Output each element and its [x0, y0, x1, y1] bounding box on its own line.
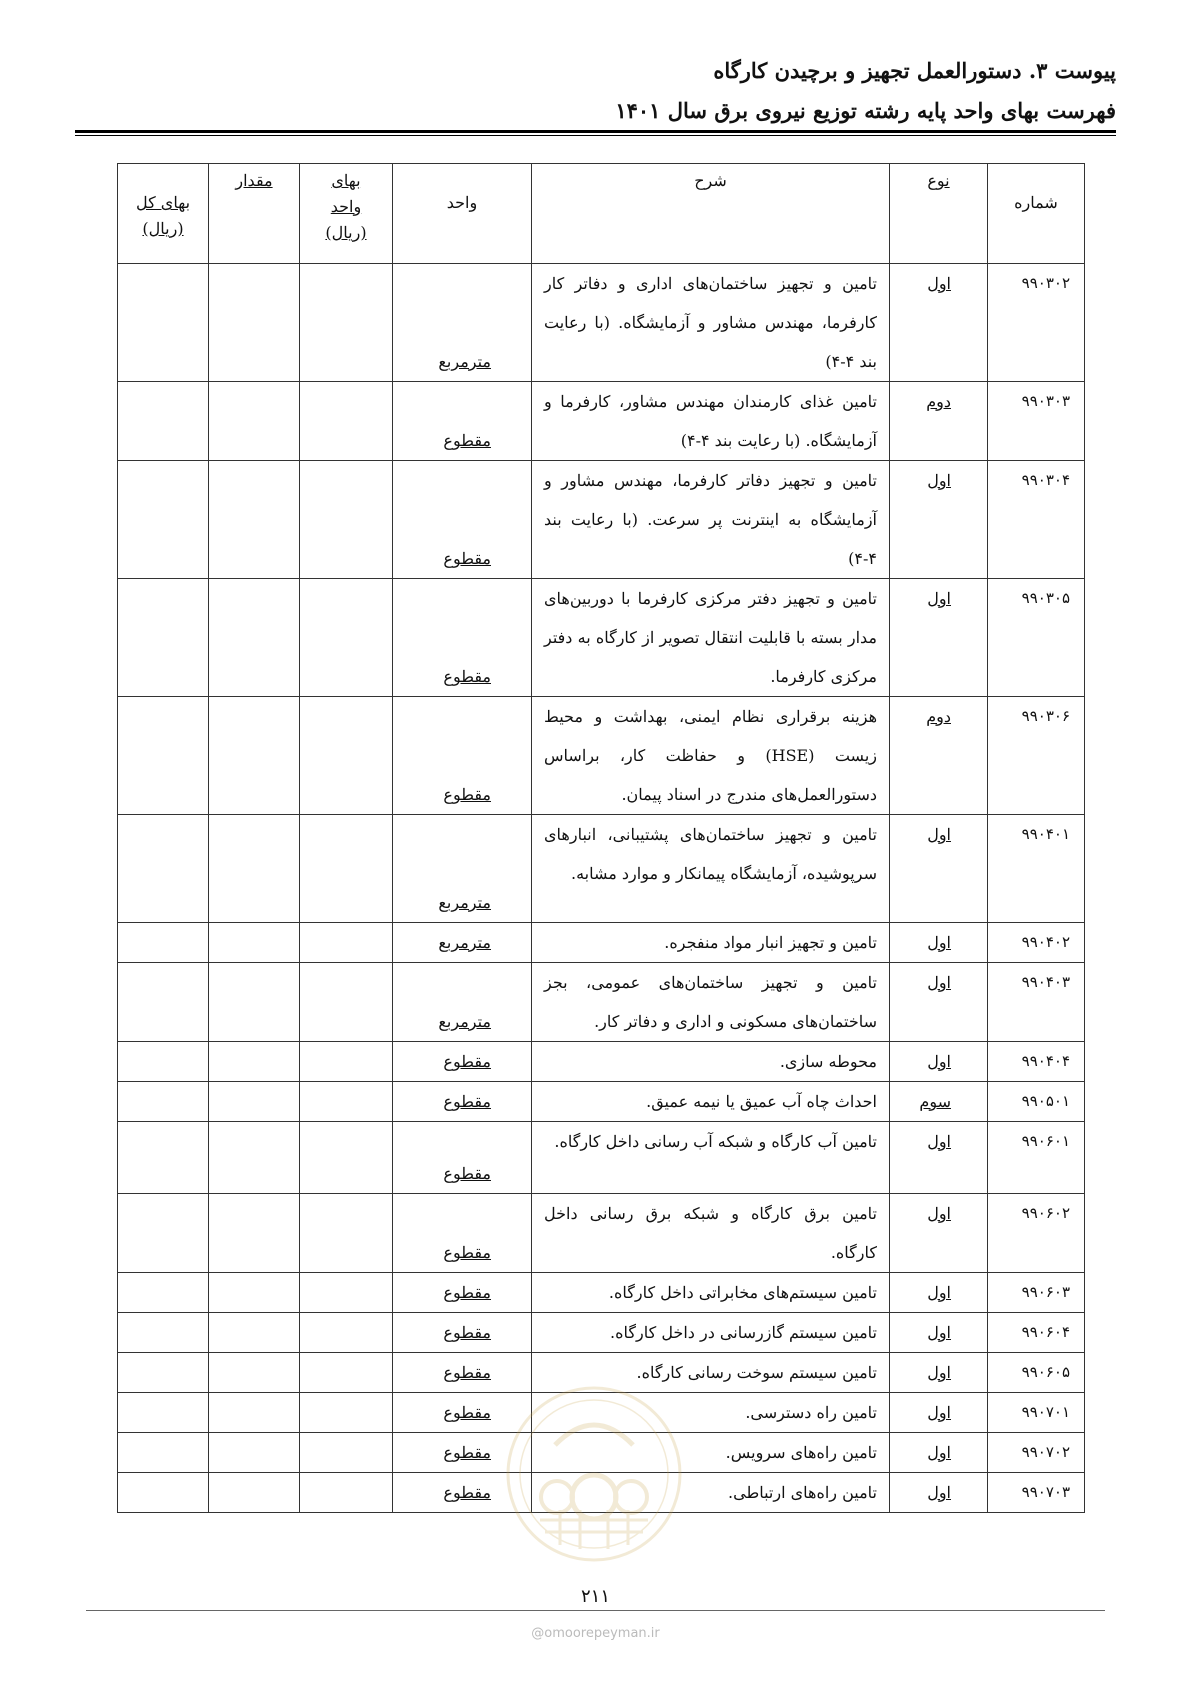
- header-total-price: بهای کل (ریال): [118, 164, 209, 264]
- row-description: [532, 1082, 890, 1122]
- row-quantity: [209, 382, 300, 461]
- row-number: [988, 461, 1085, 579]
- row-total-price: [118, 697, 209, 815]
- row-unit-price: [300, 1122, 393, 1194]
- row-type: [890, 1194, 988, 1273]
- page-number: ۲۱۱: [580, 1586, 610, 1607]
- row-description-text: احداث چاه آب عمیق یا نیمه عمیق.: [646, 1092, 877, 1111]
- table-row: [118, 815, 1085, 923]
- row-unit-text: مقطوع: [443, 1092, 491, 1111]
- row-type: [890, 1313, 988, 1353]
- row-number: [988, 1273, 1085, 1313]
- row-unit: [393, 579, 532, 697]
- row-description-text: تامین و تجهیز ساختمان‌های عمومی، بجز ساختمان‌های مسکونی و اداری و دفاتر کار.: [544, 973, 877, 1031]
- document-header-subtitle: فهرست بهای واحد پایه رشته توزیع نیروی برق سال ۱۴۰۱: [615, 98, 1116, 123]
- row-type: [890, 1122, 988, 1194]
- row-type: [890, 264, 988, 382]
- row-unit-text: مقطوع: [443, 549, 491, 568]
- row-quantity: [209, 1353, 300, 1393]
- row-number: [988, 1353, 1085, 1393]
- row-type-text: اول: [927, 1283, 951, 1302]
- row-number: [988, 264, 1085, 382]
- row-unit-text: مقطوع: [443, 1243, 491, 1262]
- row-number-text: ۹۹۰۶۰۲: [1021, 1204, 1070, 1222]
- row-quantity: [209, 1433, 300, 1473]
- header-description: شرح: [532, 164, 890, 264]
- row-description-text: تامین و تجهیز ساختمان‌های اداری و دفاتر کار کارفرما، مهندس مشاور و آزمایشگاه. (با رعایت بند ۴-۴): [544, 274, 877, 371]
- header-rule-thin: [75, 135, 1116, 136]
- row-unit-text: مقطوع: [443, 1363, 491, 1382]
- row-unit-price: [300, 1194, 393, 1273]
- row-unit: [393, 461, 532, 579]
- row-number-text: ۹۹۰۵۰۱: [1021, 1092, 1070, 1110]
- row-unit-text: مترمربع: [438, 893, 491, 912]
- row-unit-text: مقطوع: [443, 431, 491, 450]
- row-number: [988, 1194, 1085, 1273]
- row-unit-text: مترمربع: [438, 933, 491, 952]
- row-type: [890, 1273, 988, 1313]
- row-unit-price: [300, 815, 393, 923]
- row-number-text: ۹۹۰۴۰۱: [1021, 825, 1070, 843]
- row-description: [532, 264, 890, 382]
- table-row: [118, 461, 1085, 579]
- publisher-seal-watermark: [505, 1385, 683, 1563]
- row-number: [988, 382, 1085, 461]
- row-number-text: ۹۹۰۶۰۱: [1021, 1132, 1070, 1150]
- row-description: [532, 923, 890, 963]
- row-quantity: [209, 923, 300, 963]
- row-unit-price: [300, 697, 393, 815]
- row-unit: [393, 264, 532, 382]
- row-quantity: [209, 1042, 300, 1082]
- row-description: [532, 697, 890, 815]
- row-quantity: [209, 264, 300, 382]
- row-type-text: اول: [927, 1132, 951, 1151]
- row-description: [532, 1313, 890, 1353]
- row-type-text: دوم: [926, 392, 951, 411]
- row-unit-text: مقطوع: [443, 1483, 491, 1502]
- row-total-price: [118, 461, 209, 579]
- row-quantity: [209, 697, 300, 815]
- header-type: نوع: [890, 164, 988, 264]
- table-row: [118, 1042, 1085, 1082]
- row-unit-price: [300, 382, 393, 461]
- row-type-text: اول: [927, 1443, 951, 1462]
- table-row: [118, 923, 1085, 963]
- row-description: [532, 1122, 890, 1194]
- row-total-price: [118, 1313, 209, 1353]
- row-unit-text: مترمربع: [438, 1012, 491, 1031]
- row-type-text: اول: [927, 274, 951, 293]
- row-number-text: ۹۹۰۳۰۲: [1021, 274, 1070, 292]
- row-number: [988, 815, 1085, 923]
- row-unit: [393, 1273, 532, 1313]
- row-unit: [393, 1042, 532, 1082]
- row-unit-price: [300, 1273, 393, 1313]
- row-quantity: [209, 1194, 300, 1273]
- row-description-text: تامین و تجهیز دفاتر کارفرما، مهندس مشاور و آزمایشگاه به اینترنت پر سرعت. (با رعایت بند ۴-۴): [544, 471, 877, 568]
- table-row: [118, 1273, 1085, 1313]
- row-unit-price: [300, 1353, 393, 1393]
- row-description-text: تامین و تجهیز انبار مواد منفجره.: [664, 933, 877, 952]
- table-row: [118, 264, 1085, 382]
- row-description: [532, 815, 890, 923]
- row-unit: [393, 1313, 532, 1353]
- row-number: [988, 963, 1085, 1042]
- row-type-text: اول: [927, 1403, 951, 1422]
- row-number-text: ۹۹۰۳۰۶: [1021, 707, 1070, 725]
- row-number-text: ۹۹۰۶۰۳: [1021, 1283, 1070, 1301]
- row-type-text: اول: [927, 589, 951, 608]
- row-total-price: [118, 1082, 209, 1122]
- row-unit-text: مقطوع: [443, 1403, 491, 1422]
- row-total-price: [118, 1353, 209, 1393]
- row-type-text: اول: [927, 1483, 951, 1502]
- row-unit-price: [300, 1473, 393, 1513]
- row-unit: [393, 382, 532, 461]
- row-description-text: تامین راه‌های سرویس.: [725, 1443, 877, 1462]
- row-type: [890, 1393, 988, 1433]
- row-number-text: ۹۹۰۷۰۳: [1021, 1483, 1070, 1501]
- row-description: [532, 963, 890, 1042]
- row-unit-price: [300, 923, 393, 963]
- row-type-text: اول: [927, 825, 951, 844]
- table-row: [118, 697, 1085, 815]
- row-unit-text: مقطوع: [443, 1283, 491, 1302]
- row-total-price: [118, 382, 209, 461]
- row-number: [988, 1473, 1085, 1513]
- document-header-title: پیوست ۳. دستورالعمل تجهیز و برچیدن کارگاه: [713, 58, 1116, 83]
- row-type-text: دوم: [926, 707, 951, 726]
- row-quantity: [209, 1082, 300, 1122]
- row-type: [890, 461, 988, 579]
- row-description: [532, 579, 890, 697]
- row-number: [988, 579, 1085, 697]
- row-number-text: ۹۹۰۳۰۴: [1021, 471, 1070, 489]
- row-type: [890, 579, 988, 697]
- row-type-text: اول: [927, 1204, 951, 1223]
- row-type-text: اول: [927, 1323, 951, 1342]
- row-unit: [393, 1082, 532, 1122]
- row-total-price: [118, 1393, 209, 1433]
- row-total-price: [118, 1473, 209, 1513]
- row-number: [988, 1393, 1085, 1433]
- row-type-text: اول: [927, 933, 951, 952]
- row-description-text: هزینه برقراری نظام ایمنی، بهداشت و محیط زیست (HSE) و حفاظت کار، براساس دستورالعمل‌های مندرج در اسناد پیمان.: [544, 707, 877, 804]
- row-number-text: ۹۹۰۷۰۱: [1021, 1403, 1070, 1421]
- row-quantity: [209, 461, 300, 579]
- row-unit: [393, 815, 532, 923]
- row-type-text: سوم: [919, 1092, 951, 1111]
- header-number: شماره: [988, 164, 1085, 264]
- row-description-text: تامین برق کارگاه و شبکه برق رسانی داخل کارگاه.: [544, 1204, 877, 1262]
- row-description-text: تامین سیستم‌های مخابراتی داخل کارگاه.: [608, 1283, 877, 1302]
- row-number-text: ۹۹۰۷۰۲: [1021, 1443, 1070, 1461]
- row-type: [890, 1082, 988, 1122]
- table-row: [118, 579, 1085, 697]
- row-number-text: ۹۹۰۶۰۵: [1021, 1363, 1070, 1381]
- header-quantity: مقدار: [209, 164, 300, 264]
- row-description-text: محوطه سازی.: [779, 1052, 877, 1071]
- row-description: [532, 1042, 890, 1082]
- row-number: [988, 697, 1085, 815]
- row-quantity: [209, 1122, 300, 1194]
- row-unit: [393, 1122, 532, 1194]
- row-number: [988, 1433, 1085, 1473]
- table-header-row: [118, 164, 1085, 264]
- row-unit-text: مقطوع: [443, 667, 491, 686]
- row-type-text: اول: [927, 1052, 951, 1071]
- row-unit-price: [300, 1082, 393, 1122]
- table-body: [118, 264, 1085, 1513]
- header-rule-thick: [75, 130, 1116, 133]
- row-quantity: [209, 1313, 300, 1353]
- footer-rule: [86, 1610, 1105, 1611]
- row-number-text: ۹۹۰۴۰۲: [1021, 933, 1070, 951]
- row-unit-price: [300, 1393, 393, 1433]
- row-unit-price: [300, 1042, 393, 1082]
- row-description-text: تامین راه‌های ارتباطی.: [728, 1483, 877, 1502]
- row-quantity: [209, 579, 300, 697]
- row-unit-price: [300, 1433, 393, 1473]
- row-total-price: [118, 963, 209, 1042]
- row-total-price: [118, 1273, 209, 1313]
- row-number: [988, 1122, 1085, 1194]
- row-total-price: [118, 1194, 209, 1273]
- row-total-price: [118, 264, 209, 382]
- row-number-text: ۹۹۰۳۰۳: [1021, 392, 1070, 410]
- row-quantity: [209, 963, 300, 1042]
- row-total-price: [118, 815, 209, 923]
- row-type: [890, 815, 988, 923]
- row-description-text: تامین آب کارگاه و شبکه آب رسانی داخل کارگاه.: [554, 1132, 877, 1151]
- table-row: [118, 1122, 1085, 1194]
- row-unit-price: [300, 963, 393, 1042]
- header-unit-price: بهای واحد (ریال): [300, 164, 393, 264]
- row-type: [890, 963, 988, 1042]
- row-type: [890, 697, 988, 815]
- row-unit-price: [300, 264, 393, 382]
- row-number-text: ۹۹۰۶۰۴: [1021, 1323, 1070, 1341]
- row-type-text: اول: [927, 1363, 951, 1382]
- header-unit: واحد: [393, 164, 532, 264]
- row-number-text: ۹۹۰۳۰۵: [1021, 589, 1070, 607]
- row-quantity: [209, 815, 300, 923]
- row-unit-text: مقطوع: [443, 1443, 491, 1462]
- row-unit-text: مقطوع: [443, 1323, 491, 1342]
- row-unit-text: مقطوع: [443, 785, 491, 804]
- row-type: [890, 1042, 988, 1082]
- table-row: [118, 382, 1085, 461]
- row-unit: [393, 923, 532, 963]
- table-row: [118, 1194, 1085, 1273]
- row-total-price: [118, 923, 209, 963]
- row-description-text: تامین و تجهیز ساختمان‌های پشتیبانی، انبارهای سرپوشیده، آزمایشگاه پیمانکار و موارد مشابه.: [544, 825, 877, 883]
- row-unit-text: مقطوع: [443, 1164, 491, 1183]
- row-total-price: [118, 1042, 209, 1082]
- table-row: [118, 963, 1085, 1042]
- row-type: [890, 1473, 988, 1513]
- row-unit-text: مترمربع: [438, 352, 491, 371]
- row-description-text: تامین و تجهیز دفتر مرکزی کارفرما با دوربین‌های مدار بسته با قابلیت انتقال تصویر از کارگاه به دفتر مرکزی کارفرما.: [544, 589, 877, 686]
- row-type-text: اول: [927, 471, 951, 490]
- table-row: [118, 1313, 1085, 1353]
- row-quantity: [209, 1393, 300, 1433]
- row-unit: [393, 1194, 532, 1273]
- website-watermark: @omoorepeyman.ir: [531, 1626, 660, 1641]
- row-number: [988, 1042, 1085, 1082]
- row-description-text: تامین سیستم سوخت رسانی کارگاه.: [636, 1363, 877, 1382]
- row-unit-text: مقطوع: [443, 1052, 491, 1071]
- row-type-text: اول: [927, 973, 951, 992]
- row-description: [532, 1194, 890, 1273]
- row-description-text: تامین راه دسترسی.: [745, 1403, 877, 1422]
- row-description-text: تامین سیستم گازرسانی در داخل کارگاه.: [610, 1323, 877, 1342]
- row-number: [988, 1313, 1085, 1353]
- row-unit-price: [300, 1313, 393, 1353]
- row-type: [890, 382, 988, 461]
- row-type: [890, 1353, 988, 1393]
- row-description: [532, 382, 890, 461]
- row-total-price: [118, 1433, 209, 1473]
- row-unit-price: [300, 461, 393, 579]
- row-description: [532, 461, 890, 579]
- table-row: [118, 1082, 1085, 1122]
- row-unit: [393, 697, 532, 815]
- row-number-text: ۹۹۰۴۰۳: [1021, 973, 1070, 991]
- row-quantity: [209, 1273, 300, 1313]
- price-list-table: [117, 163, 1085, 1513]
- row-unit-price: [300, 579, 393, 697]
- row-number: [988, 1082, 1085, 1122]
- row-unit: [393, 963, 532, 1042]
- row-type: [890, 923, 988, 963]
- row-description-text: تامین غذای کارمندان مهندس مشاور، کارفرما و آزمایشگاه. (با رعایت بند ۴-۴): [544, 392, 877, 450]
- row-number-text: ۹۹۰۴۰۴: [1021, 1052, 1070, 1070]
- row-quantity: [209, 1473, 300, 1513]
- row-type: [890, 1433, 988, 1473]
- row-description: [532, 1273, 890, 1313]
- row-total-price: [118, 1122, 209, 1194]
- row-number: [988, 923, 1085, 963]
- row-total-price: [118, 579, 209, 697]
